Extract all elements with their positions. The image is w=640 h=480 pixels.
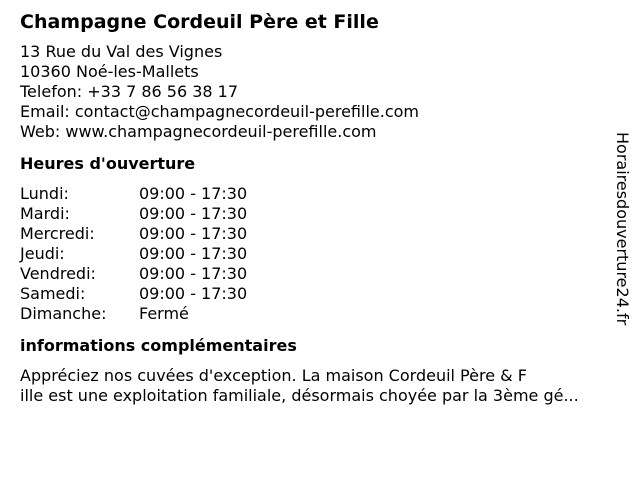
business-card xyxy=(20,10,610,406)
address-line-1: 13 Rue du Val des Vignes xyxy=(20,42,223,61)
hours-row xyxy=(20,184,610,204)
business-name: Champagne Cordeuil Père et Fille xyxy=(20,11,379,33)
hours-row xyxy=(20,204,610,224)
hours-day: Samedi: xyxy=(20,284,86,303)
hours-time: 09:00 - 17:30 xyxy=(139,244,248,263)
hours-row xyxy=(20,264,610,284)
email-line: Email: contact@champagnecordeuil-perefille.com xyxy=(20,102,419,121)
hours-row xyxy=(20,304,610,324)
hours-row xyxy=(20,244,610,264)
hours-day: Mercredi: xyxy=(20,224,95,243)
info-heading: informations complémentaires xyxy=(20,336,297,355)
phone-line: Telefon: +33 7 86 56 38 17 xyxy=(20,82,239,101)
hours-heading: Heures d'ouverture xyxy=(20,154,196,173)
hours-table xyxy=(20,184,610,324)
info-text-line-2: ille est une exploitation familiale, désormais choyée par la 3ème gé... xyxy=(20,386,579,405)
hours-day: Dimanche: xyxy=(20,304,107,323)
hours-time: 09:00 - 17:30 xyxy=(139,184,248,203)
hours-time: Fermé xyxy=(139,304,189,323)
hours-time: 09:00 - 17:30 xyxy=(139,204,248,223)
web-line: Web: www.champagnecordeuil-perefille.com xyxy=(20,122,377,141)
hours-row xyxy=(20,224,610,244)
info-text-line-1: Appréciez nos cuvées d'exception. La maison Cordeuil Père & F xyxy=(20,366,527,385)
hours-time: 09:00 - 17:30 xyxy=(139,224,248,243)
address-line-2: 10360 Noé-les-Mallets xyxy=(20,62,199,81)
site-watermark: Horairesdouverture24.fr xyxy=(613,132,632,326)
hours-day: Lundi: xyxy=(20,184,69,203)
hours-row xyxy=(20,284,610,304)
hours-day: Vendredi: xyxy=(20,264,96,283)
hours-day: Jeudi: xyxy=(20,244,65,263)
hours-day: Mardi: xyxy=(20,204,70,223)
hours-time: 09:00 - 17:30 xyxy=(139,284,248,303)
hours-time: 09:00 - 17:30 xyxy=(139,264,248,283)
